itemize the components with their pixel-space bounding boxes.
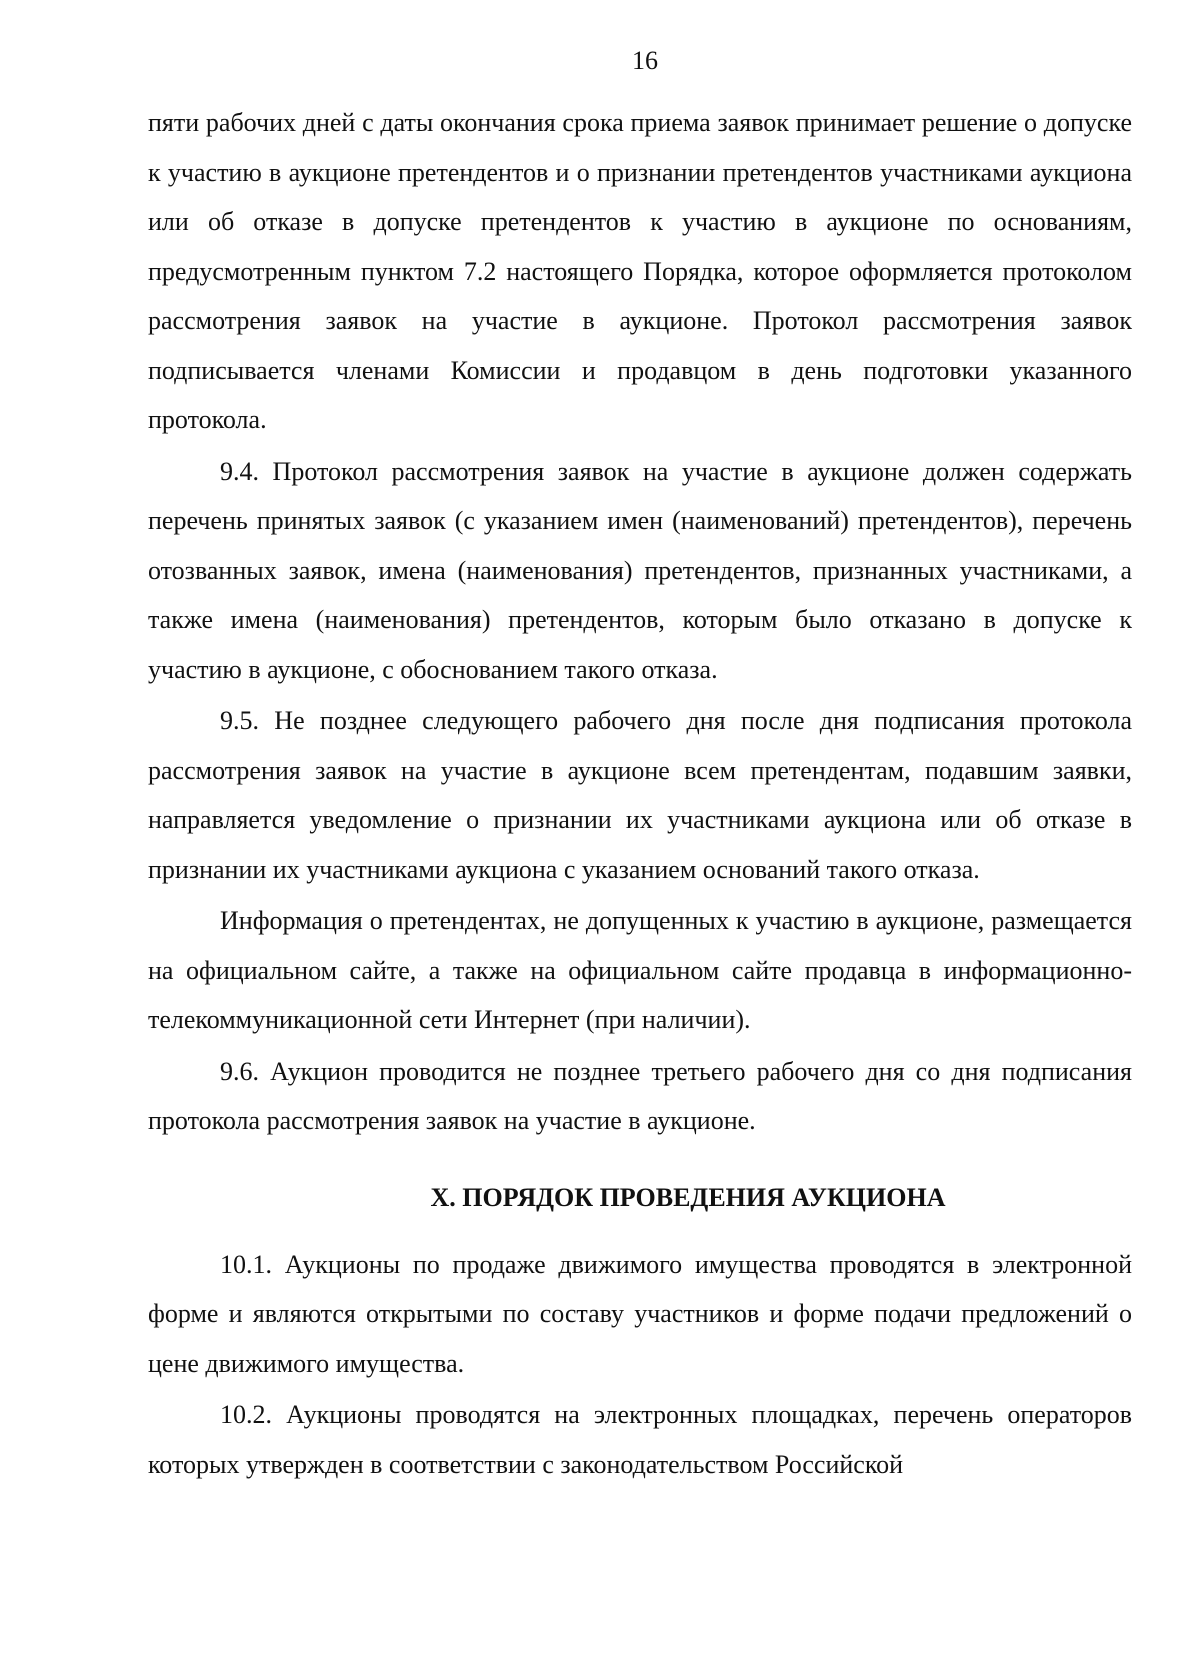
paragraph-info: Информация о претендентах, не допущенных к участию в аукционе, размещается на официальном сайте, а также на официальном сайте продавца в информационно-телекоммуникационной сети Интернет (при наличии). bbox=[148, 906, 1132, 1034]
document-body bbox=[148, 98, 1132, 1489]
section-heading: X. ПОРЯДОК ПРОВЕДЕНИЯ АУКЦИОНА bbox=[430, 1182, 946, 1212]
paragraph-continuation: пяти рабочих дней с даты окончания срока приема заявок принимает решение о допуске к участию в аукционе претендентов и о признании претендентов участниками аукциона или об отказе в допуске претендентов к участию в аукционе по основаниям, предусмотренным пунктом 7.2 настоящего Порядка, которое оформляется протоколом рассмотрения заявок на участие в аукционе. Протокол рассмотрения заявок подписывается членами Комиссии и продавцом в день подготовки указанного протокола. bbox=[148, 108, 1132, 434]
paragraph-9-4: 9.4. Протокол рассмотрения заявок на участие в аукционе должен содержать перечень принятых заявок (с указанием имен (наименований) претендентов), перечень отозванных заявок, имена (наименования) претендентов, признанных участниками, а также имена (наименования) претендентов, которым было отказано в допуске к участию в аукционе, с обоснованием такого отказа. bbox=[148, 456, 1132, 684]
page-number: 16 bbox=[632, 46, 658, 75]
paragraph-10-1: 10.1. Аукционы по продаже движимого имущества проводятся в электронной форме и являются открытыми по составу участников и форме подачи предложений о цене движимого имущества. bbox=[148, 1249, 1132, 1378]
paragraph-10-2: 10.2. Аукционы проводятся на электронных площадках, перечень операторов которых утвержден в соответствии с законодательством Российской bbox=[148, 1400, 1132, 1479]
paragraph-9-6: 9.6. Аукцион проводится не позднее третьего рабочего дня со дня подписания протокола рассмотрения заявок на участие в аукционе. bbox=[148, 1056, 1132, 1135]
paragraph-9-5: 9.5. Не позднее следующего рабочего дня после дня подписания протокола рассмотрения заявок на участие в аукционе всем претендентам, подавшим заявки, направляется уведомление о признании их участниками аукциона или об отказе в признании их участниками аукциона с указанием оснований такого отказа. bbox=[148, 706, 1132, 884]
